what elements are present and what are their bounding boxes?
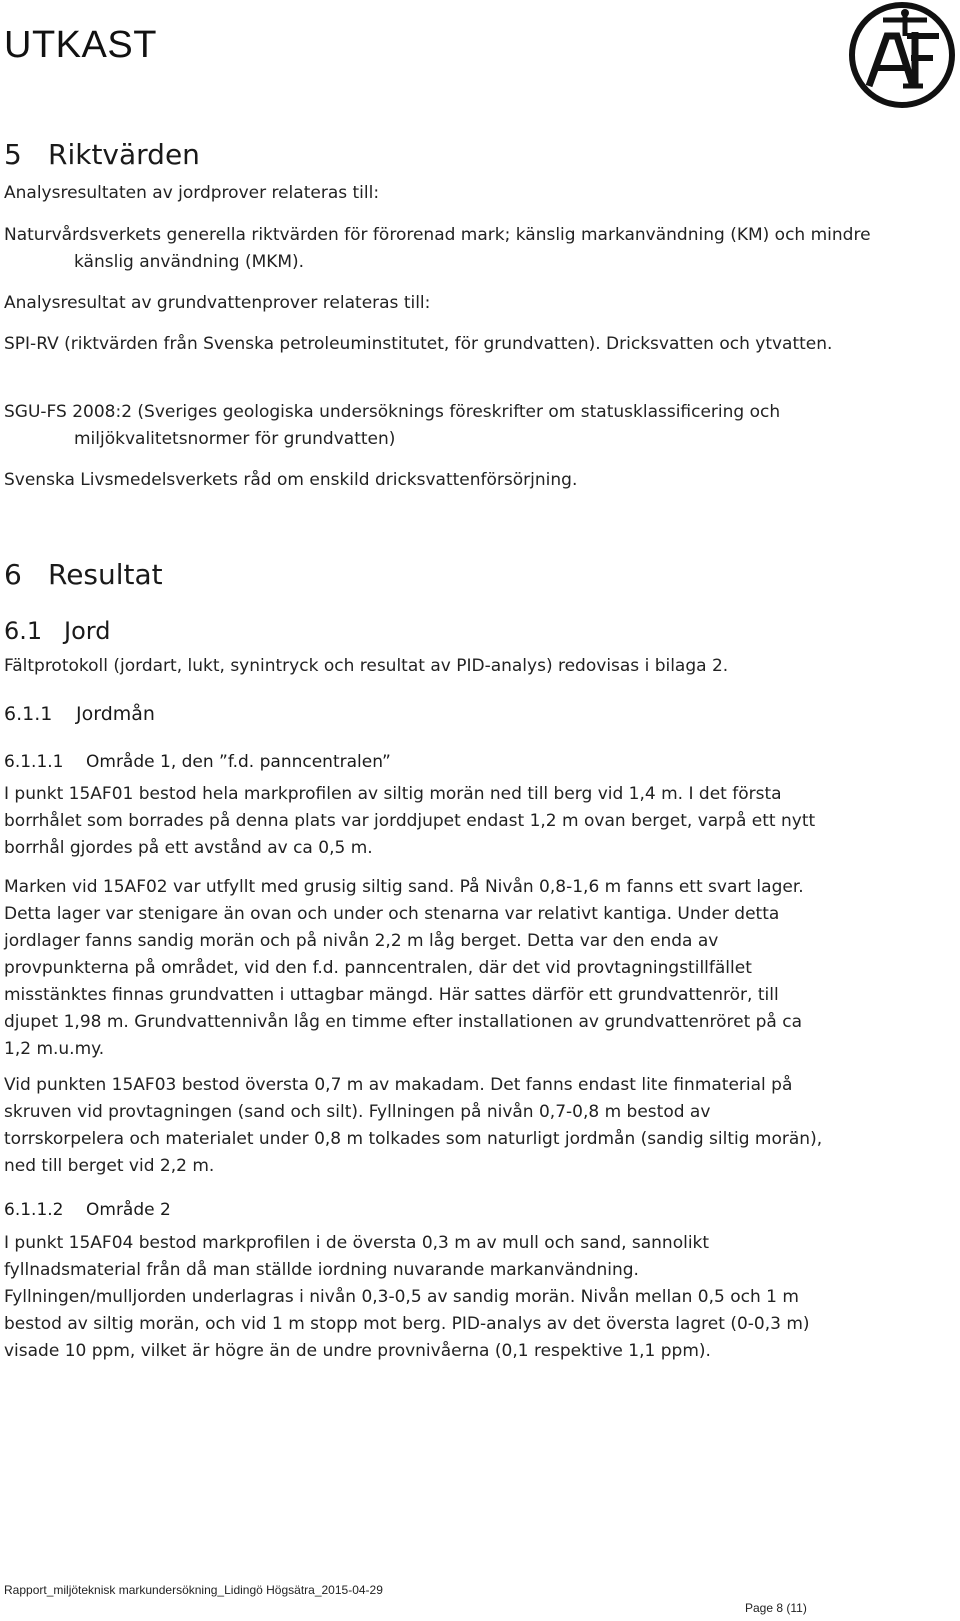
section-number: 6 — [4, 558, 22, 591]
section-title: Riktvärden — [48, 138, 200, 171]
section-title: Jord — [64, 617, 111, 645]
footer-document-name: Rapport_miljöteknisk markundersökning_Lidingö Högsätra_2015-04-29 — [4, 1583, 383, 1597]
company-logo-icon — [845, 0, 960, 115]
section-number: 5 — [4, 138, 22, 171]
reference-item-sgu-fs: SGU-FS 2008:2 (Sveriges geologiska undersöknings föreskrifter om statusklassificering och miljökvalitetsnormer för grundvatten) — [4, 402, 781, 449]
reference-item-spi-rv: SPI-RV (riktvärden från Svenska petroleuminstitutet, för grundvatten). Dricksvatten och ytvatten. — [4, 334, 833, 354]
reference-item-naturvardsverket: Naturvårdsverkets generella riktvärden för förorenad mark; känslig markanvändning (KM) och mindre känslig användning (MKM). — [4, 225, 871, 272]
paragraph-15af04: I punkt 15AF04 bestod markprofilen i de översta 0,3 m av mull och sand, sannolikt fyllnadsmaterial från då man ställde iordning nuvarande markanvändning. Fyllningen/mulljorden underlagras i nivån 0,3-0,5 av sandig morän. Nivån mellan 0,5 och 1 m bestod av siltig morän, och vid 1 m stopp mot berg. PID-analys av det översta lagret (0-0,3 m) visade 10 ppm, vilket är högre än de undre provnivåerna (0,1 respektive 1,1 ppm). — [4, 1233, 810, 1361]
section-number: 6.1 — [4, 617, 43, 645]
section-6-1-heading — [4, 617, 110, 645]
reference-item-livsmedelsverket: Svenska Livsmedelsverkets råd om enskild dricksvattenförsörjning. — [4, 470, 578, 490]
section-number: 6.1.1 — [4, 703, 53, 725]
section-6-heading — [4, 558, 163, 591]
section-6-1-1-2-heading — [4, 1200, 171, 1220]
section-number: 6.1.1.2 — [4, 1200, 64, 1220]
paragraph-field-protocol: Fältprotokoll (jordart, lukt, synintryck och resultat av PID-analys) redovisas i bilaga 2. — [4, 656, 729, 676]
paragraph-groundwater-intro: Analysresultat av grundvattenprover relateras till: — [4, 293, 431, 313]
section-title: Jordmån — [76, 703, 155, 725]
section-6-1-1-1-heading — [4, 752, 391, 772]
paragraph-15af02: Marken vid 15AF02 var utfyllt med grusig siltig sand. På Nivån 0,8-1,6 m fanns ett svart lager. Detta lager var stenigare än ovan och under och stenarna var relativt kantiga. Under detta jordlager fanns sandig morän och på nivån 2,2 m låg berget. Detta var den enda av provpunkterna på området, vid den f.d. panncentralen, där det vid provtagningstillfället misstänktes finnas grundvatten i uttagbar mängd. Här sattes därför ett grundvattenrör, till djupet 1,98 m. Grundvattennivån låg en timme efter installationen av grundvattenröret på ca 1,2 m.u.my. — [4, 877, 804, 1059]
section-number: 6.1.1.1 — [4, 752, 64, 772]
section-5-heading — [4, 138, 200, 171]
section-title: Resultat — [48, 558, 163, 591]
paragraph-15af03: Vid punkten 15AF03 bestod översta 0,7 m av makadam. Det fanns endast lite finmaterial på skruven vid provtagningen (sand och silt). Fyllningen på nivån 0,7-0,8 m bestod av torrskorpelera och materialet under 0,8 m tolkades som naturligt jordmån (sandig siltig morän), ned till berget vid 2,2 m. — [4, 1075, 823, 1176]
section-title: Område 1, den ”f.d. panncentralen” — [86, 752, 391, 772]
section-6-1-1-heading — [4, 703, 155, 725]
paragraph-soil-intro: Analysresultaten av jordprover relateras till: — [4, 183, 380, 203]
draft-watermark-title: UTKAST — [4, 24, 157, 66]
paragraph-15af01: I punkt 15AF01 bestod hela markprofilen av siltig morän ned till berg vid 1,4 m. I det första borrhålet som borrades på denna plats var jorddjupet endast 1,2 m ovan berget, varpå ett nytt borrhål gjordes på ett avstånd av ca 0,5 m. — [4, 784, 816, 858]
section-title: Område 2 — [86, 1200, 171, 1220]
footer-page-number: Page 8 (11) — [745, 1601, 807, 1615]
